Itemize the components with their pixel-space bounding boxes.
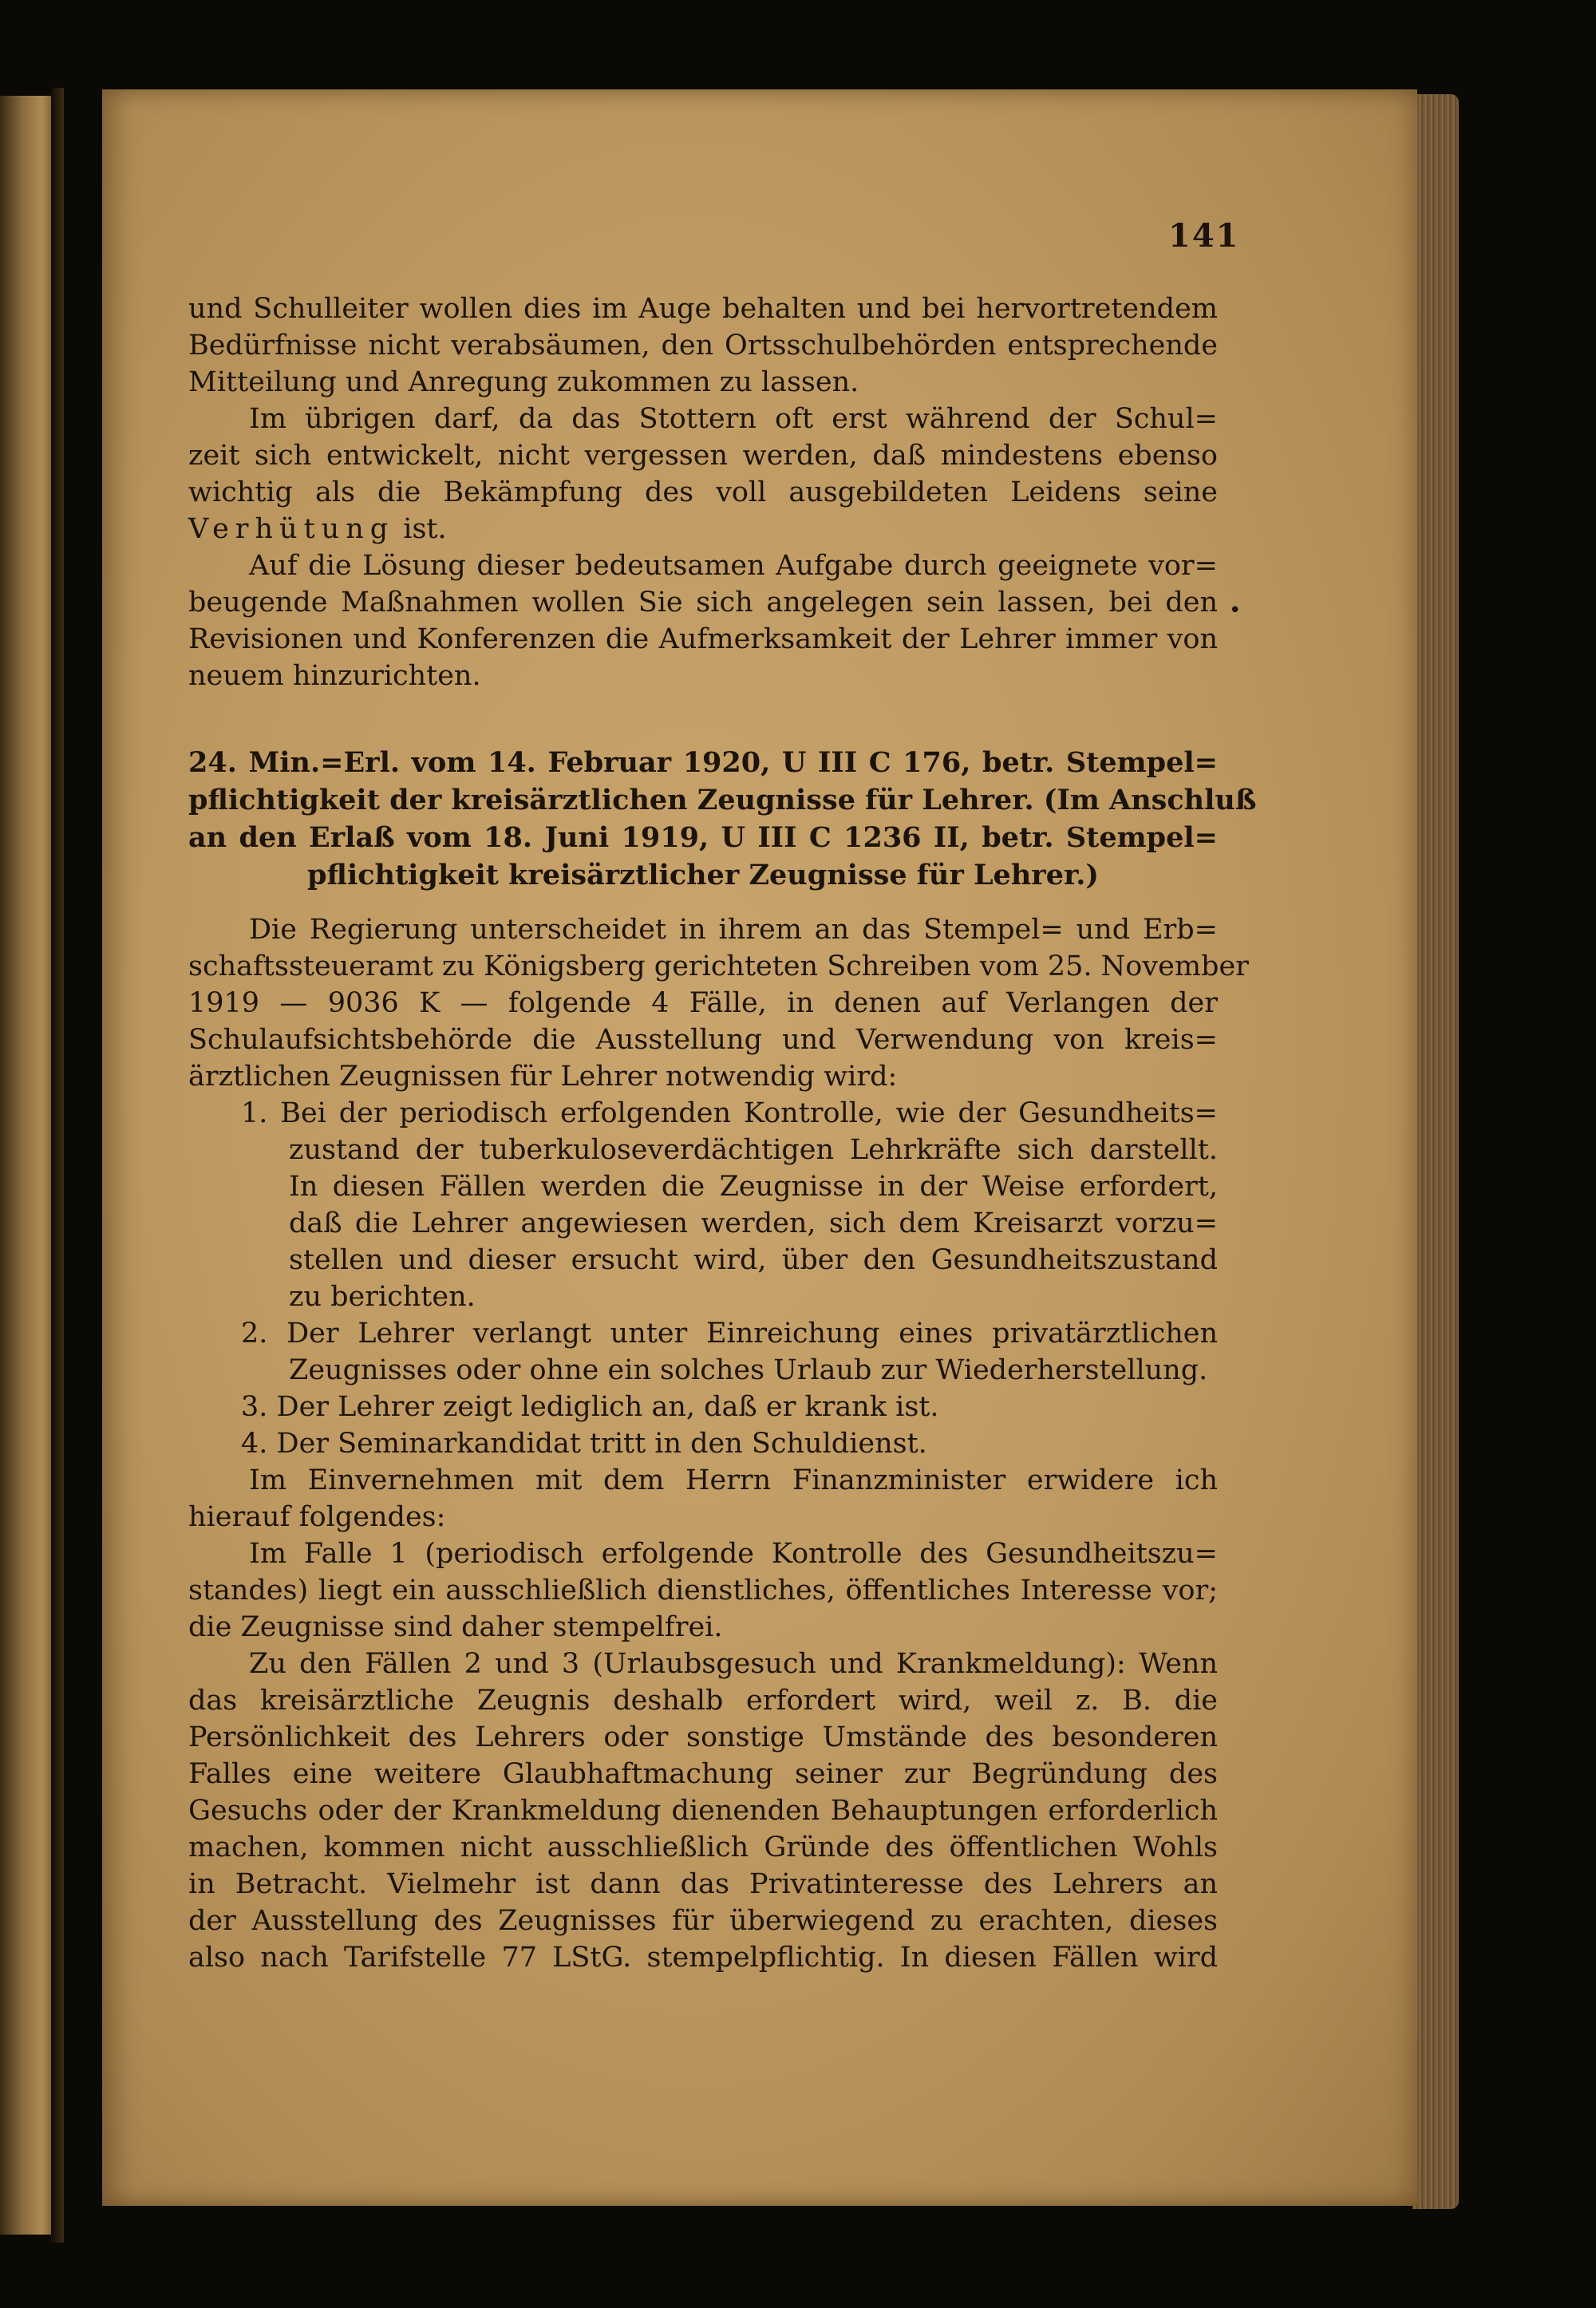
text-line: 3. Der Lehrer zeigt lediglich an, daß er krank ist. [241,1391,939,1423]
book-page [102,89,1417,2206]
text-line: wichtig als die Bekämpfung des voll ausgebildeten Leidens seine [188,476,1218,508]
text-line: zustand der tuberkuloseverdächtigen Lehrkräfte sich darstellt. [289,1134,1218,1166]
text-line: Im Einvernehmen mit dem Herrn Finanzminister erwidere ich [249,1464,1218,1496]
list-item [188,1315,1218,1389]
page-stack-edges [1412,94,1459,2209]
text-fragment: ist. [394,513,447,545]
paragraph-cases-two-three [188,1646,1218,1976]
paragraph-school-leaders [188,290,1218,401]
text-line: Gesuchs oder der Krankmeldung dienenden Behauptungen erforderlich [188,1795,1218,1827]
text-line: stellen und dieser ersucht wird, über den Gesundheitszustand [289,1244,1218,1276]
list-item [188,1425,1218,1462]
page-number: 141 [1168,217,1240,255]
text-line: 1919 — 9036 K — folgende 4 Fälle, in denen auf Verlangen der [188,987,1218,1019]
text-line: 2. Der Lehrer verlangt unter Einreichung eines privatärztlichen [241,1318,1218,1350]
heading-line: pflichtigkeit der kreisärztlichen Zeugnisse für Lehrer. (Im Anschluß [188,784,1257,816]
paragraph-revisions [188,547,1218,694]
text-line: ärztlichen Zeugnissen für Lehrer notwendig wird: [188,1061,898,1093]
text-line: machen, kommen nicht ausschließlich Gründe des öffentlichen Wohls [188,1832,1218,1863]
text-line: Zu den Fällen 2 und 3 (Urlaubsgesuch und Krankmeldung): Wenn [249,1648,1218,1680]
text-line: beugende Maßnahmen wollen Sie sich angelegen sein lassen, bei den [188,587,1218,618]
text-line: hierauf folgendes: [188,1501,446,1533]
text-line: Zeugnisses oder ohne ein solches Urlaub zur Wiederherstellung. [289,1354,1208,1386]
text-line: 1. Bei der periodisch erfolgenden Kontrolle, wie der Gesundheits= [241,1097,1218,1129]
text-line: Im Falle 1 (periodisch erfolgende Kontrolle des Gesundheitszu= [249,1538,1218,1570]
text-line: die Zeugnisse sind daher stempelfrei. [188,1611,723,1643]
margin-mark: • [1229,599,1242,622]
text-line: Schulaufsichtsbehörde die Ausstellung und Verwendung von kreis= [188,1024,1218,1056]
text-line: Persönlichkeit des Lehrers oder sonstige Umstände des besonderen [188,1721,1218,1753]
text-line: neuem hinzurichten. [188,660,481,692]
paragraph-stuttering-prevention [188,401,1218,547]
list-item [188,1095,1218,1315]
text-line: Auf die Lösung dieser bedeutsamen Aufgabe durch geeignete vor= [249,550,1218,582]
heading-line: 24. Min.=Erl. vom 14. Februar 1920, U III C 176, betr. Stempel= [188,746,1218,779]
case-list [188,1095,1218,1462]
text-line: Bedürfnisse nicht verabsäumen, den Ortsschulbehörden entsprechende [188,330,1218,362]
paragraph-finance-minister [188,1462,1218,1535]
text-line: das kreisärztliche Zeugnis deshalb erfordert wird, weil z. B. die [188,1685,1218,1717]
text-line: 4. Der Seminarkandidat tritt in den Schuldienst. [241,1428,927,1460]
emphasized-word: Verhütung [188,513,395,545]
text-line: und Schulleiter wollen dies im Auge behalten und bei hervortretendem [188,293,1218,325]
book-gutter [51,88,64,2243]
page-body [188,290,1257,1976]
text-line [188,511,1218,547]
text-line: In diesen Fällen werden die Zeugnisse in der Weise erfordert, [289,1171,1218,1203]
text-line: Im übrigen darf, da das Stottern oft erst während der Schul= [249,403,1218,435]
paragraph-case-one [188,1535,1218,1646]
text-line: Revisionen und Konferenzen die Aufmerksamkeit der Lehrer immer von [188,623,1218,655]
text-line: in Betracht. Vielmehr ist dann das Privatinteresse des Lehrers an [188,1868,1218,1900]
heading-line: an den Erlaß vom 18. Juni 1919, U III C 1236 II, betr. Stempel= [188,821,1218,854]
text-line: der Ausstellung des Zeugnisses für überwiegend zu erachten, dieses [188,1905,1218,1937]
text-line: zu berichten. [289,1281,476,1313]
paragraph-government-letter [188,911,1249,1095]
text-line: Falles eine weitere Glaubhaftmachung seiner zur Begründung des [188,1758,1218,1790]
text-line: also nach Tarifstelle 77 LStG. stempelpflichtig. In diesen Fällen wird [188,1942,1218,1974]
previous-page-edge [0,96,56,2235]
text-line: Mitteilung und Anregung zukommen zu lassen. [188,366,859,398]
decree-heading [188,744,1257,894]
text-line: zeit sich entwickelt, nicht vergessen werden, daß mindestens ebenso [188,440,1218,472]
list-item [188,1389,1218,1425]
text-line: daß die Lehrer angewiesen werden, sich dem Kreisarzt vorzu= [289,1207,1218,1239]
text-line: Die Regierung unterscheidet in ihrem an das Stempel= und Erb= [249,914,1218,946]
text-line: schaftssteueramt zu Königsberg gerichteten Schreiben vom 25. November [188,950,1249,982]
heading-line: pflichtigkeit kreisärztlicher Zeugnisse für Lehrer.) [307,859,1099,891]
text-line: standes) liegt ein ausschließlich dienstliches, öffentliches Interesse vor; [188,1575,1218,1607]
